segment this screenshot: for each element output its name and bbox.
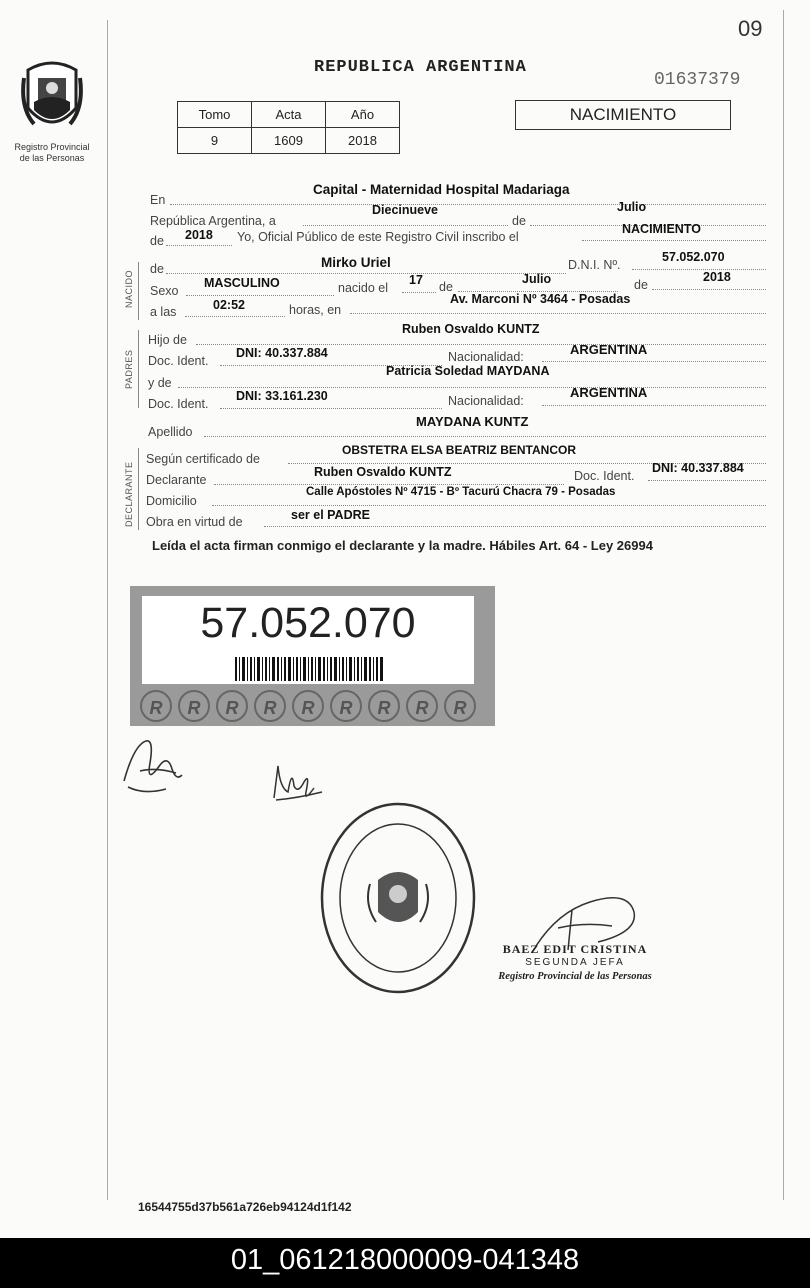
official-stamp	[318, 800, 478, 996]
birth-year-value: 2018	[703, 270, 731, 284]
line-dni	[632, 269, 766, 270]
label-de-name: de	[150, 262, 164, 276]
registry-logo	[14, 58, 90, 164]
line-type	[582, 240, 766, 241]
birth-month-value: Julio	[522, 272, 552, 286]
label-segun: Según certificado de	[146, 452, 260, 466]
header-tomo: Tomo	[178, 102, 252, 128]
line-time	[185, 316, 285, 317]
line-year	[166, 245, 232, 246]
label-republica: República Argentina, a	[150, 214, 276, 228]
declarante-bracket	[138, 448, 139, 530]
label-horas-en: horas, en	[289, 303, 342, 317]
closing-statement: Leída el acta firman conmigo el declarante y la madre. Hábiles Art. 64 - Ley 26994	[152, 538, 653, 553]
line-father-nat	[542, 361, 766, 362]
line-mother-nat	[542, 405, 766, 406]
certificate-value: OBSTETRA ELSA BEATRIZ BENTANCOR	[342, 443, 576, 457]
label-doc-ident-father: Doc. Ident.	[148, 354, 209, 368]
mother-signature-icon	[270, 758, 326, 804]
value-tomo: 9	[178, 128, 252, 154]
line-birth-day	[402, 292, 436, 293]
line-father	[196, 344, 766, 345]
year-value: 2018	[185, 228, 213, 242]
label-de-year: de	[150, 234, 164, 248]
signer-role: SEGUNDA JEFA	[525, 957, 625, 968]
security-r-mark: R	[254, 690, 286, 722]
child-name-value: Mirko Uriel	[321, 255, 391, 270]
line-address	[350, 313, 766, 314]
label-en: En	[150, 193, 166, 207]
volume-record-table	[177, 101, 400, 154]
security-r-mark: R	[216, 690, 248, 722]
security-r-mark: R	[140, 690, 172, 722]
line-residence	[212, 505, 766, 506]
line-declarant	[214, 484, 564, 485]
label-a-las: a las	[150, 305, 177, 319]
day-words-value: Diecinueve	[372, 203, 439, 217]
label-apellido: Apellido	[148, 425, 193, 439]
side-label-padres: PADRES	[124, 349, 134, 389]
declarant-signature-icon	[120, 735, 190, 797]
right-margin-line	[783, 10, 784, 1200]
label-doc-ident-declarant: Doc. Ident.	[574, 469, 635, 483]
dni-sticker-panel	[142, 596, 474, 684]
label-declarante: Declarante	[146, 473, 207, 487]
label-nationality-father: Nacionalidad:	[448, 350, 524, 364]
line-mother	[178, 387, 766, 388]
line-sex	[186, 295, 334, 296]
label-hijo-de: Hijo de	[148, 333, 187, 347]
line-declarant-doc	[648, 480, 766, 481]
security-r-mark: R	[368, 690, 400, 722]
type-value: NACIMIENTO	[622, 222, 701, 236]
value-anio: 2018	[326, 128, 400, 154]
padres-bracket	[138, 330, 139, 408]
mother-doc-value: DNI: 33.161.230	[236, 389, 328, 403]
child-dni-value: 57.052.070	[662, 250, 725, 264]
dni-sticker	[130, 586, 495, 726]
label-y-de: y de	[148, 376, 172, 390]
serial-number: 01637379	[654, 70, 741, 90]
father-nat-value: ARGENTINA	[570, 342, 648, 357]
declarant-doc-value: DNI: 40.337.884	[652, 461, 744, 475]
stamp-seal-icon	[318, 800, 478, 996]
footer-id-bar	[0, 1238, 810, 1288]
record-type-box: NACIMIENTO	[515, 100, 731, 130]
line-mother-doc	[220, 408, 442, 409]
security-pattern-row	[130, 690, 495, 726]
surname-value: MAYDANA KUNTZ	[416, 414, 529, 429]
month-value: Julio	[617, 200, 647, 214]
security-r-mark: R	[178, 690, 210, 722]
father-doc-value: DNI: 40.337.884	[236, 346, 328, 360]
line-birth-year	[652, 289, 766, 290]
birth-day-value: 17	[409, 273, 423, 287]
security-r-mark: R	[330, 690, 362, 722]
label-de-month: de	[439, 280, 453, 294]
line-name	[166, 273, 566, 274]
label-domicilio: Domicilio	[146, 494, 197, 508]
mother-nat-value: ARGENTINA	[570, 385, 648, 400]
barcode-icon	[235, 657, 385, 681]
security-r-mark: R	[406, 690, 438, 722]
line-day	[303, 225, 508, 226]
misiones-coat-of-arms-icon	[20, 58, 84, 138]
header-acta: Acta	[252, 102, 326, 128]
label-dni: D.N.I. Nº.	[568, 258, 621, 272]
residence-value: Calle Apóstoles Nº 4715 - Bº Tacurú Chacra 79 - Posadas	[306, 486, 616, 498]
label-nationality-mother: Nacionalidad:	[448, 394, 524, 408]
security-r-mark: R	[444, 690, 476, 722]
security-r-mark: R	[292, 690, 324, 722]
signer-organization: Registro Provincial de las Personas	[498, 971, 652, 982]
place-value: Capital - Maternidad Hospital Madariaga	[313, 182, 570, 197]
signer-block	[475, 942, 675, 984]
line-virtue	[264, 526, 766, 527]
left-margin-line	[107, 20, 108, 1200]
label-yo: Yo, Oficial Público de este Registro Civil inscribo el	[237, 230, 519, 244]
label-obra: Obra en virtud de	[146, 515, 243, 529]
document-title: REPUBLICA ARGENTINA	[314, 58, 527, 77]
label-sexo: Sexo	[150, 284, 179, 298]
value-acta: 1609	[252, 128, 326, 154]
sex-value: MASCULINO	[204, 276, 280, 290]
signer-name: BAEZ EDIT CRISTINA	[502, 942, 648, 956]
side-label-nacido: NACIDO	[124, 269, 134, 308]
header-anio: Año	[326, 102, 400, 128]
document-hash: 16544755d37b561a726eb94124d1f142	[138, 1200, 352, 1214]
time-value: 02:52	[213, 298, 245, 312]
label-nacido-el: nacido el	[338, 281, 389, 295]
page-number: 09	[738, 16, 763, 41]
label-doc-ident-mother: Doc. Ident.	[148, 397, 209, 411]
dni-number: 57.052.070	[200, 599, 416, 647]
line-en	[170, 204, 766, 205]
declarant-value: Ruben Osvaldo KUNTZ	[314, 465, 452, 479]
virtue-value: ser el PADRE	[291, 508, 370, 522]
label-de: de	[512, 214, 526, 228]
label-de-yr: de	[634, 278, 648, 292]
logo-caption: Registro Provincial de las Personas	[14, 142, 90, 163]
line-surname	[204, 436, 766, 437]
birth-address-value: Av. Marconi Nº 3464 - Posadas	[450, 292, 631, 306]
father-name-value: Ruben Osvaldo KUNTZ	[402, 322, 540, 336]
footer-id: 01_061218000009-041348	[230, 1244, 580, 1276]
side-label-declarante: DECLARANTE	[124, 461, 134, 527]
mother-name-value: Patricia Soledad MAYDANA	[386, 364, 550, 378]
nacido-bracket	[138, 262, 139, 320]
